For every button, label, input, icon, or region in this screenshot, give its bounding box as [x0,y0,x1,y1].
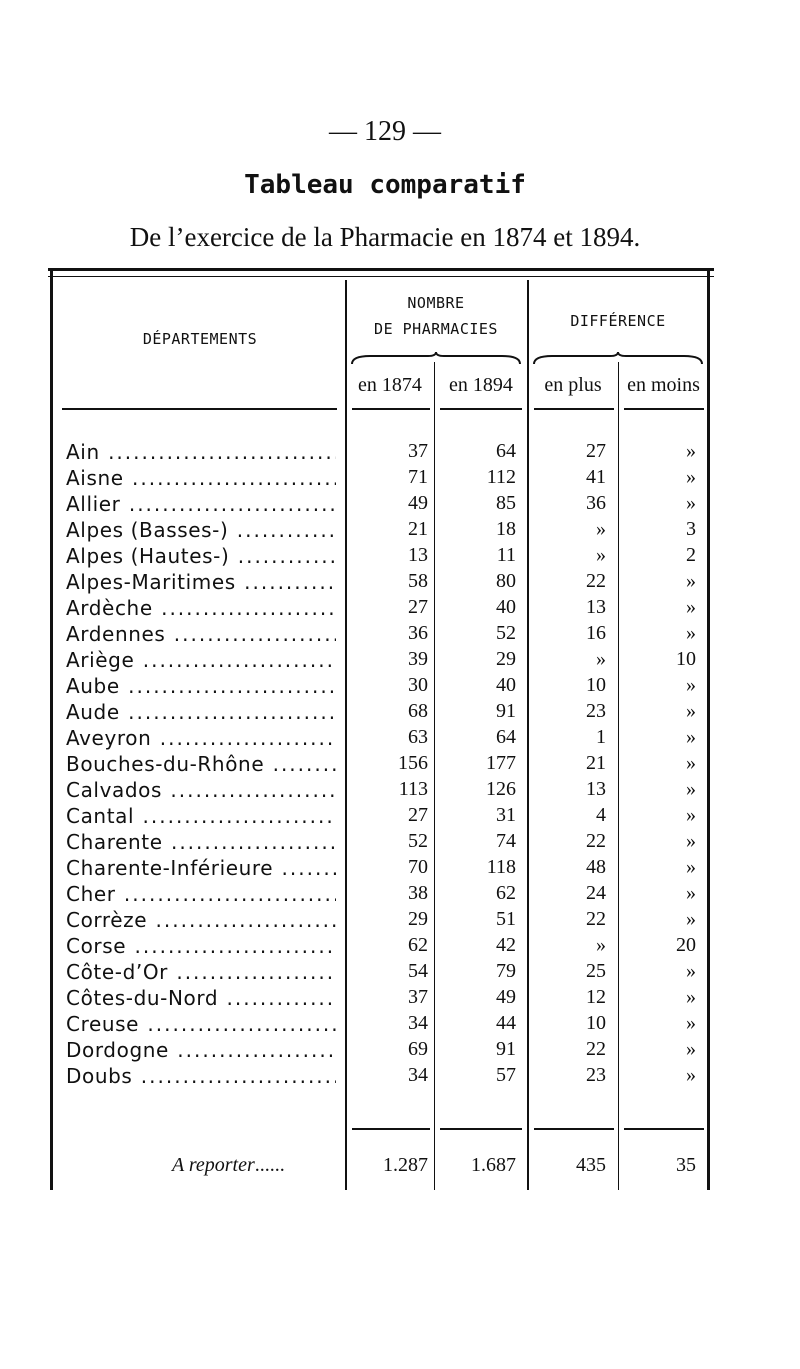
table-row [66,1064,706,1090]
dept-name: Ardennes ..... [66,622,336,646]
value-plus: 22 [586,830,606,852]
value-1874: 29 [408,908,428,930]
value-plus: 10 [586,1012,606,1034]
brace-icon [532,352,704,366]
header-nombre: NOMBRE [407,294,465,312]
value-moins: » [686,960,696,982]
value-1894: 44 [496,1012,516,1034]
dept-name: Aude ..... [66,700,336,724]
value-1874: 39 [408,648,428,670]
page-title: Tableau comparatif [244,170,526,200]
value-1874: 113 [398,778,428,800]
value-1894: 64 [496,726,516,748]
value-plus: 22 [586,570,606,592]
dept-name: Alpes (Basses-) ..... [66,518,336,542]
value-1894: 51 [496,908,516,930]
dept-name: Charente-Inférieure ..... [66,856,336,880]
table-row [66,518,706,544]
header-departements: DÉPARTEMENTS [142,330,258,348]
value-moins: » [686,674,696,696]
value-moins: » [686,1064,696,1086]
value-1894: 49 [496,986,516,1008]
value-1874: 58 [408,570,428,592]
value-1874: 27 [408,596,428,618]
header-rule [352,408,430,410]
table-row [66,778,706,804]
value-plus: 23 [586,700,606,722]
table-row [66,596,706,622]
header-en-plus: en plus [544,374,602,396]
value-1874: 21 [408,518,428,540]
table-row [66,830,706,856]
value-plus: 4 [596,804,606,826]
total-rule [440,1128,522,1130]
brace-icon [350,352,522,366]
table-row [66,986,706,1012]
value-plus: 13 [586,778,606,800]
table-top-rule [48,268,714,271]
value-1874: 38 [408,882,428,904]
value-1874: 37 [408,440,428,462]
value-moins: » [686,492,696,514]
dept-name: Aveyron ..... [66,726,336,750]
value-moins: » [686,856,696,878]
dept-name: Corse ..... [66,934,336,958]
dept-name: Côtes-du-Nord ..... [66,986,336,1010]
value-moins: » [686,726,696,748]
value-1894: 40 [496,674,516,696]
value-moins: » [686,804,696,826]
value-1874: 37 [408,986,428,1008]
value-plus: 41 [586,466,606,488]
value-1894: 29 [496,648,516,670]
page-subtitle: De l’exercice de la Pharmacie en 1874 et 1894. [129,222,641,252]
value-plus: 12 [586,986,606,1008]
header-rule [624,408,704,410]
dept-name: Alpes-Maritimes ..... [66,570,336,594]
value-moins: 20 [676,934,696,956]
table-row [66,674,706,700]
table-row [66,908,706,934]
value-moins: 10 [676,648,696,670]
value-moins: » [686,570,696,592]
value-plus: » [596,934,606,956]
dept-name: Côte-d’Or ..... [66,960,336,984]
total-rule [534,1128,614,1130]
dept-name: Aube ..... [66,674,336,698]
table-row [66,1012,706,1038]
value-moins: » [686,1038,696,1060]
value-1874: 34 [408,1064,428,1086]
dept-name: Aisne ..... [66,466,336,490]
value-1894: 85 [496,492,516,514]
value-1874: 69 [408,1038,428,1060]
table-row [66,960,706,986]
value-moins: » [686,882,696,904]
value-1894: 62 [496,882,516,904]
value-plus: 23 [586,1064,606,1086]
table-row [66,934,706,960]
value-1874: 54 [408,960,428,982]
value-1894: 11 [496,544,516,566]
value-plus: 10 [586,674,606,696]
value-1874: 68 [408,700,428,722]
value-plus: 1 [596,726,606,748]
value-1874: 62 [408,934,428,956]
table-row [66,752,706,778]
table-row [66,440,706,466]
table-row [66,466,706,492]
value-1894: 118 [486,856,516,878]
table-top-rule-thin [48,276,714,277]
table-row [66,622,706,648]
value-plus: » [596,518,606,540]
table-row [66,856,706,882]
value-plus: 36 [586,492,606,514]
value-plus: » [596,648,606,670]
value-1894: 79 [496,960,516,982]
value-1874: 49 [408,492,428,514]
value-moins: » [686,908,696,930]
header-en-1894: en 1894 [449,374,513,396]
value-plus: 22 [586,908,606,930]
header-rule [62,408,337,410]
value-1874: 27 [408,804,428,826]
dept-name: Cantal ..... [66,804,336,828]
value-moins: » [686,596,696,618]
value-1874: 52 [408,830,428,852]
dept-name: Ardèche ..... [66,596,336,620]
value-1894: 40 [496,596,516,618]
value-moins: » [686,622,696,644]
dept-name: Bouches-du-Rhône ..... [66,752,336,776]
value-1894: 126 [486,778,516,800]
value-1894: 42 [496,934,516,956]
value-1874: 70 [408,856,428,878]
dept-name: Creuse ..... [66,1012,336,1036]
value-1894: 74 [496,830,516,852]
value-1894: 91 [496,1038,516,1060]
table-row [66,544,706,570]
value-moins: » [686,440,696,462]
table-row [66,492,706,518]
header-difference: DIFFÉRENCE [570,312,666,330]
value-plus: 27 [586,440,606,462]
table-row [66,1038,706,1064]
header-en-moins: en moins [627,374,700,396]
value-1894: 177 [486,752,516,774]
value-1894: 112 [486,466,516,488]
value-moins: » [686,700,696,722]
value-1894: 18 [496,518,516,540]
value-1874: 30 [408,674,428,696]
value-plus: 16 [586,622,606,644]
dept-name: Allier ..... [66,492,336,516]
dept-name: Charente ..... [66,830,336,854]
header-en-1874: en 1874 [358,374,422,396]
value-plus: 25 [586,960,606,982]
total-1894: 1.687 [471,1154,516,1176]
value-moins: » [686,986,696,1008]
value-1874: 71 [408,466,428,488]
value-plus: 24 [586,882,606,904]
value-1894: 80 [496,570,516,592]
dept-name: Dordogne ..... [66,1038,336,1062]
dept-name: Corrèze ..... [66,908,336,932]
value-1894: 31 [496,804,516,826]
value-moins: 3 [686,518,696,540]
value-plus: 22 [586,1038,606,1060]
value-plus: 13 [586,596,606,618]
table-row [66,570,706,596]
value-plus: 48 [586,856,606,878]
dept-name: Calvados ..... [66,778,336,802]
value-1874: 13 [408,544,428,566]
value-moins: » [686,466,696,488]
dept-name: Doubs ..... [66,1064,336,1088]
value-moins: » [686,752,696,774]
value-1894: 91 [496,700,516,722]
value-1894: 52 [496,622,516,644]
value-1894: 64 [496,440,516,462]
total-rule [624,1128,704,1130]
value-plus: 21 [586,752,606,774]
value-1874: 36 [408,622,428,644]
value-1874: 34 [408,1012,428,1034]
value-1894: 57 [496,1064,516,1086]
table-row [66,804,706,830]
total-rule [352,1128,430,1130]
total-label: A reporter ...... [172,1154,285,1177]
header-rule [440,408,522,410]
total-1874: 1.287 [383,1154,428,1176]
dept-name: Ariège ..... [66,648,336,672]
value-moins: » [686,830,696,852]
dept-name: Ain ..... [66,440,336,464]
value-1874: 63 [408,726,428,748]
table-row [66,648,706,674]
total-plus: 435 [576,1154,606,1176]
dept-name: Cher ..... [66,882,336,906]
header-rule [534,408,614,410]
value-moins: 2 [686,544,696,566]
table-row [66,882,706,908]
table-row [66,700,706,726]
table-left-border [50,270,53,1190]
value-moins: » [686,1012,696,1034]
value-plus: » [596,544,606,566]
value-moins: » [686,778,696,800]
header-de-pharmacies: DE PHARMACIES [374,320,498,338]
page-number: — 129 — [329,116,441,147]
dept-name: Alpes (Hautes-) ..... [66,544,336,568]
value-1874: 156 [398,752,428,774]
total-moins: 35 [676,1154,696,1176]
table-row [66,726,706,752]
table-right-border [707,270,710,1190]
